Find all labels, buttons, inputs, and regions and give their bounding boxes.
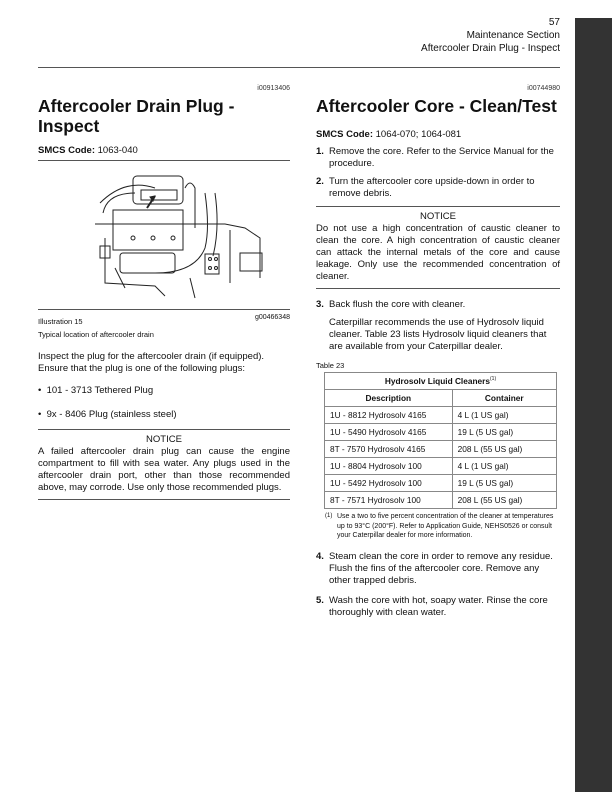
- doc-id: i00913406: [257, 85, 290, 92]
- step-1: [316, 146, 560, 170]
- step-text: Wash the core with hot, soapy water. Rinse the core thoroughly with clean water.: [329, 594, 548, 618]
- footnote-text: Use a two to five percent concentration of the cleaner at temperatures up to 93°C (200°F). Refer to Application Guide, NEHS0526 or consult your Caterpillar dealer for more information.: [337, 513, 554, 539]
- notice-text: A failed aftercooler drain plug can cause the engine compartment to fill with sea water. Any plugs used in the aftercooler drain port, other than those recommended above, may corrode. Use only those recommended plugs.: [38, 446, 290, 493]
- bullet-text: 101 - 3713 Tethered Plug: [46, 385, 154, 396]
- notice-top-rule: [38, 429, 290, 430]
- footnote-mark: (1): [325, 513, 333, 519]
- step-text: Steam clean the core in order to remove any residue. Flush the fins of the aftercooler core. Remove any other trapped debris.: [329, 550, 553, 586]
- section-title: Aftercooler Core - Clean/Test: [316, 96, 557, 116]
- table-row: [325, 492, 557, 509]
- column-header: Description: [325, 390, 453, 407]
- cell-container: 19 L (5 US gal): [452, 424, 556, 441]
- section-tab-bar: [575, 18, 612, 792]
- smcs-label: SMCS Code:: [316, 129, 373, 140]
- doc-id: i00744980: [527, 85, 560, 92]
- smcs-value: 1063-040: [95, 145, 138, 156]
- smcs-code: [316, 129, 560, 141]
- hydrosolv-table: [324, 372, 557, 509]
- cell-description: 8T - 7571 Hydrosolv 100: [325, 492, 453, 509]
- table-row: [325, 424, 557, 441]
- cell-container: 208 L (55 US gal): [452, 441, 556, 458]
- step-number: 5.: [316, 594, 324, 606]
- column-header: Container: [452, 390, 556, 407]
- topic-name: Aftercooler Drain Plug - Inspect: [421, 43, 560, 54]
- divider: [38, 309, 290, 310]
- cell-description: 8T - 7570 Hydrosolv 4165: [325, 441, 453, 458]
- table-title-text: Hydrosolv Liquid Cleaners: [384, 376, 490, 386]
- notice-heading: NOTICE: [146, 434, 182, 445]
- divider: [38, 160, 290, 161]
- step-5: [316, 595, 560, 619]
- step-text: Remove the core. Refer to the Service Manual for the procedure.: [329, 146, 554, 169]
- cell-container: 4 L (1 US gal): [452, 458, 556, 475]
- table-row: [325, 441, 557, 458]
- cell-description: 1U - 5490 Hydrosolv 4165: [325, 424, 453, 441]
- notice-box: [38, 434, 290, 494]
- notice-text: Do not use a high concentration of caustic cleaner to clean the core. A high concentration of caustic cleaner can attack the internal metals of the core and cause leakage. Only use the recommended concentration of cleaner.: [316, 223, 560, 282]
- smcs-code: [38, 145, 290, 157]
- right-column: [316, 84, 560, 619]
- cell-description: 1U - 5492 Hydrosolv 100: [325, 475, 453, 492]
- step-4: [316, 551, 560, 587]
- engine-illustration: [95, 168, 270, 304]
- table-row: [325, 475, 557, 492]
- illustration-label: Illustration 15: [38, 317, 83, 326]
- section-name: Maintenance Section: [466, 30, 560, 41]
- cell-container: 19 L (5 US gal): [452, 475, 556, 492]
- notice-bottom-rule: [38, 499, 290, 500]
- table-row: [325, 458, 557, 475]
- step-number: 1.: [316, 146, 324, 157]
- table-title-note: (1): [490, 376, 497, 383]
- bullet-text: 9x - 8406 Plug (stainless steel): [46, 409, 177, 420]
- table-footnote: [325, 512, 560, 541]
- step-text: Turn the aftercooler core upside-down in order to remove debris.: [329, 176, 535, 199]
- notice-bottom-rule: [316, 288, 560, 289]
- notice-top-rule: [316, 206, 560, 207]
- cell-description: 1U - 8804 Hydrosolv 100: [325, 458, 453, 475]
- step-number: 2.: [316, 176, 324, 187]
- illustration-id: g00466348: [254, 314, 290, 321]
- illustration-caption: Typical location of aftercooler drain: [38, 329, 154, 339]
- illustration-caption-block: [38, 313, 290, 339]
- step-number: 3.: [316, 299, 324, 310]
- notice-heading: NOTICE: [420, 211, 456, 222]
- step-3-paragraph: Caterpillar recommends the use of Hydrosolv liquid cleaner. Table 23 lists Hydrosolv liquid cleaners that are available from your Caterpillar dealer.: [329, 317, 547, 352]
- running-header: [421, 16, 560, 55]
- table-title: [325, 373, 557, 390]
- smcs-value: 1064-070; 1064-081: [373, 129, 462, 140]
- step-3: [316, 299, 560, 311]
- cell-description: 1U - 8812 Hydrosolv 4165: [325, 407, 453, 424]
- step-number: 4.: [316, 550, 324, 562]
- header-divider: [38, 67, 560, 68]
- page-number: 57: [548, 17, 560, 28]
- cell-container: 4 L (1 US gal): [452, 407, 556, 424]
- step-text: Back flush the core with cleaner.: [329, 299, 466, 310]
- table-row: [325, 407, 557, 424]
- left-column: [38, 84, 290, 500]
- section-title: Aftercooler Drain Plug - Inspect: [38, 96, 235, 136]
- bullet-item: • 9x - 8406 Plug (stainless steel): [38, 409, 177, 420]
- bullet-item: • 101 - 3713 Tethered Plug: [38, 385, 154, 396]
- notice-box: [316, 211, 560, 283]
- intro-paragraph: Inspect the plug for the aftercooler drain (if equipped). Ensure that the plug is one of the following plugs:: [38, 351, 265, 374]
- smcs-label: SMCS Code:: [38, 145, 95, 156]
- cell-container: 208 L (55 US gal): [452, 492, 556, 509]
- step-2: [316, 176, 560, 200]
- table-label: Table 23: [316, 361, 345, 370]
